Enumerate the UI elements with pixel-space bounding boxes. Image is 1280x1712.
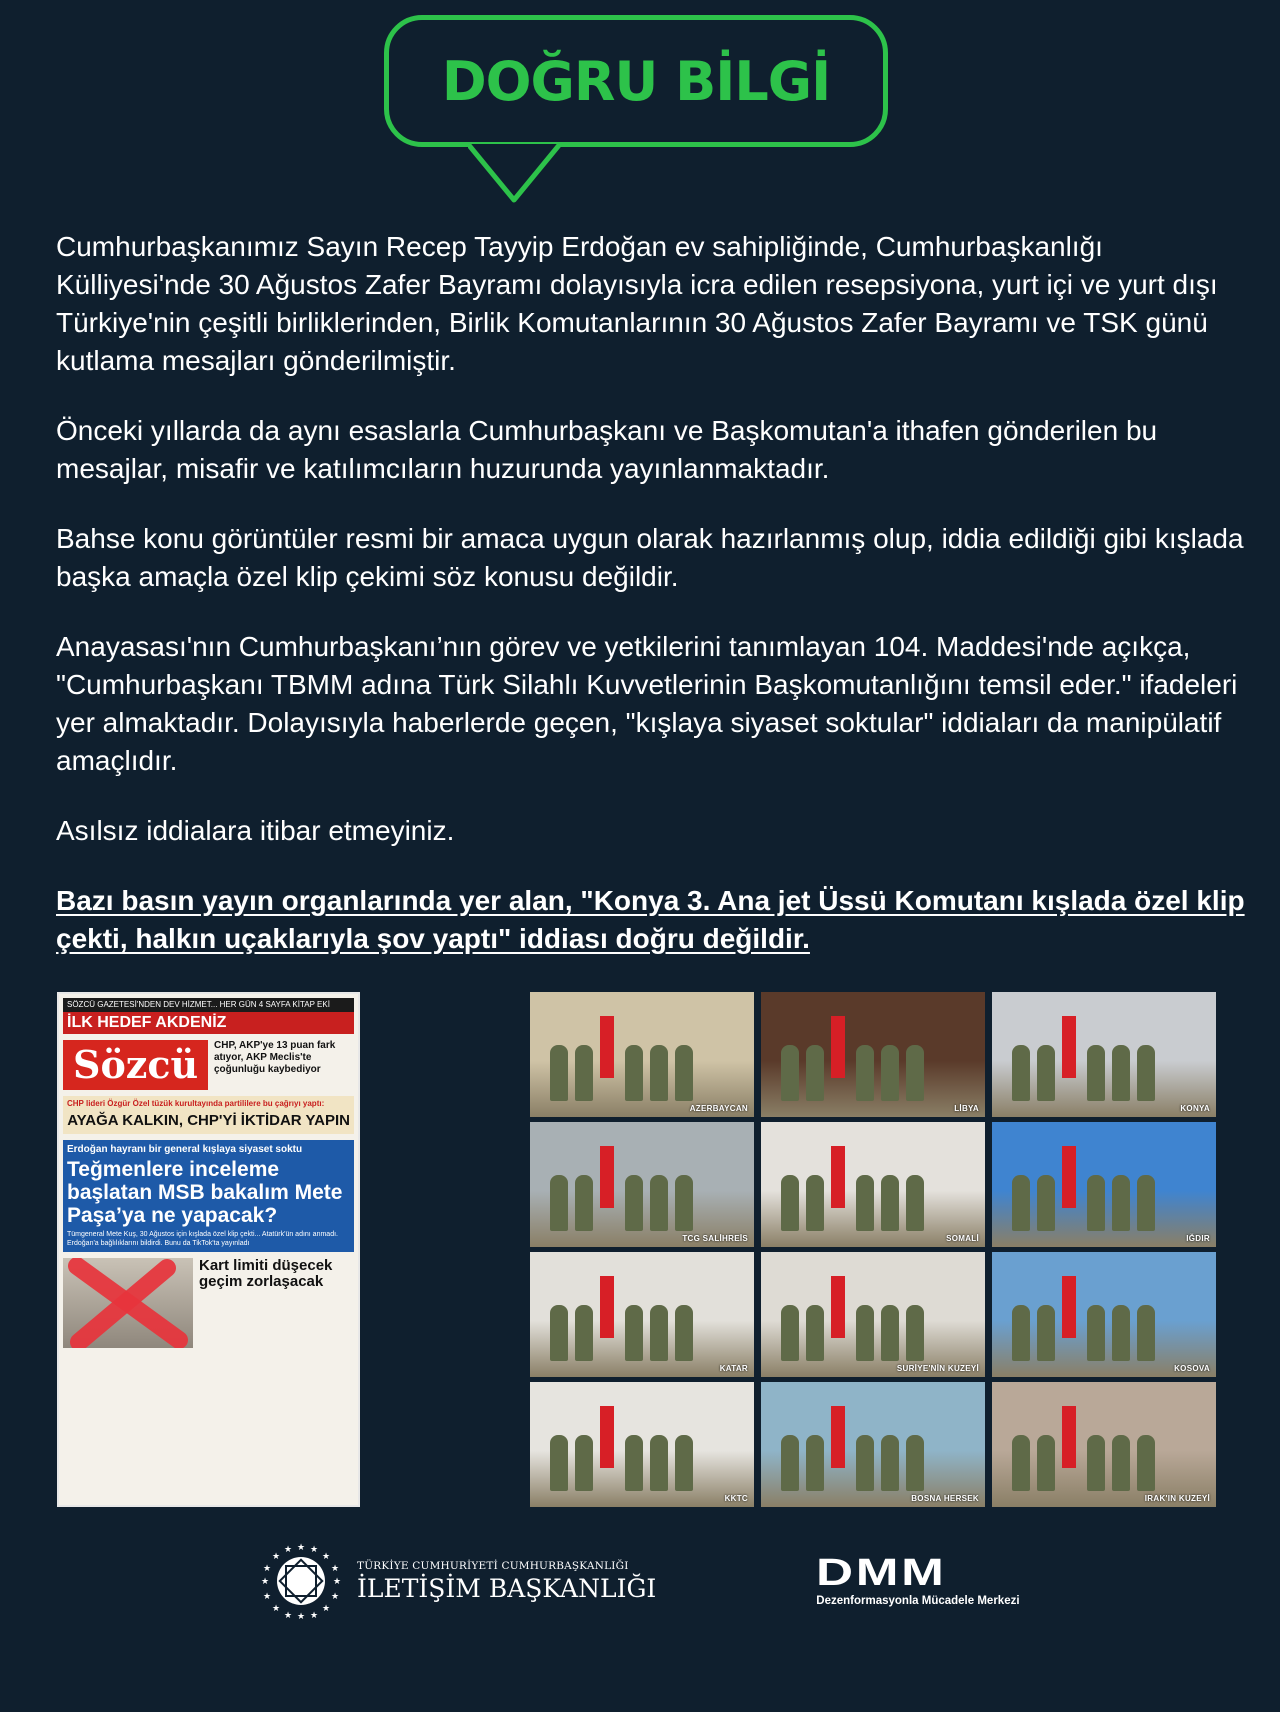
main-kicker: Erdoğan hayranı bir general kışlaya siyaset soktu xyxy=(67,1144,303,1155)
flag-icon xyxy=(1062,1276,1076,1338)
newspaper-front-page xyxy=(57,992,360,1507)
article-body xyxy=(56,228,1246,958)
newspaper-masthead-row xyxy=(63,1040,354,1090)
soldier-figure xyxy=(881,1305,899,1361)
svg-text:★: ★ xyxy=(283,1544,293,1554)
photo-label: TCG SALİHREİS xyxy=(682,1234,748,1243)
soldier-figure xyxy=(1112,1305,1130,1361)
photo-tile xyxy=(530,992,754,1117)
newspaper-banner: İLK HEDEF AKDENİZ xyxy=(63,1012,354,1034)
soldier-figure xyxy=(856,1435,874,1491)
soldier-figure xyxy=(906,1305,924,1361)
red-cross-mark-icon xyxy=(63,1258,193,1348)
svg-text:★: ★ xyxy=(330,1563,340,1573)
page-title: DOĞRU BİLGİ xyxy=(441,49,831,113)
soldier-figure xyxy=(1087,1175,1105,1231)
soldier-figure xyxy=(1087,1045,1105,1101)
flag-icon xyxy=(600,1276,614,1338)
media-row xyxy=(57,992,1280,1507)
soldier-figure xyxy=(650,1045,668,1101)
soldier-figure xyxy=(781,1175,799,1231)
flag-icon xyxy=(600,1406,614,1468)
star-emblem-icon xyxy=(259,1541,343,1621)
soldier-figure xyxy=(550,1175,568,1231)
soldier-figure xyxy=(881,1435,899,1491)
soldier-figure xyxy=(906,1435,924,1491)
dmm-wordmark: DMM xyxy=(816,1552,947,1594)
soldier-figure xyxy=(650,1175,668,1231)
newspaper-lower-photo xyxy=(63,1258,193,1348)
soldier-figure xyxy=(1037,1045,1055,1101)
photo-label: LİBYA xyxy=(954,1104,979,1113)
org-name-big: İLETİŞİM BAŞKANLIĞI xyxy=(357,1573,657,1603)
dmm-logo xyxy=(816,1552,1020,1607)
photo-label: KATAR xyxy=(719,1364,748,1373)
paragraph: Bahse konu görüntüler resmi bir amaca uygun olarak hazırlanmış olup, iddia edildiği gibi kışlada başka amaçla özel klip çekimi söz konusu değildir. xyxy=(56,523,1244,592)
soldier-figure xyxy=(550,1045,568,1101)
soldier-figure xyxy=(856,1305,874,1361)
photo-tile xyxy=(761,1382,985,1507)
photo-tile xyxy=(530,1252,754,1377)
photo-tile xyxy=(761,992,985,1117)
soldier-figure xyxy=(1137,1305,1155,1361)
soldier-figure xyxy=(881,1175,899,1231)
soldier-figure xyxy=(1137,1435,1155,1491)
soldier-figure xyxy=(881,1045,899,1101)
soldier-figure xyxy=(675,1305,693,1361)
soldier-figure xyxy=(856,1045,874,1101)
svg-text:★: ★ xyxy=(271,1551,281,1561)
paragraph: Anayasası'nın Cumhurbaşkanı’nın görev ve yetkilerini tanımlayan 104. Maddesi'nde açıkça, "Cumhurbaşkanı TBMM adına Türk Silahlı Kuvvetlerinin Başkomutanlığını temsil eder." ifadeleri yer almaktadır. Dolayısıyla haberlerde geçen, "kışlaya siyaset soktular" iddiaları da manipülatif amaçlıdır. xyxy=(56,631,1238,776)
main-headline: Teğmenlere inceleme başlatan MSB bakalım Mete Paşa’ya ne yapacak? xyxy=(67,1158,343,1227)
soldier-figure xyxy=(1112,1045,1130,1101)
soldier-figure xyxy=(1037,1175,1055,1231)
soldier-figure xyxy=(1087,1435,1105,1491)
photo-label: BOSNA HERSEK xyxy=(911,1494,979,1503)
soldier-figure xyxy=(806,1305,824,1361)
flag-icon xyxy=(831,1016,845,1078)
soldier-figure xyxy=(575,1435,593,1491)
svg-text:★: ★ xyxy=(309,1610,319,1620)
soldier-figure xyxy=(1112,1435,1130,1491)
photo-tile xyxy=(992,1382,1216,1507)
soldier-figure xyxy=(625,1045,643,1101)
flag-icon xyxy=(1062,1016,1076,1078)
flag-icon xyxy=(831,1406,845,1468)
soldier-figure xyxy=(781,1305,799,1361)
paragraph: Cumhurbaşkanımız Sayın Recep Tayyip Erdoğan ev sahipliğinde, Cumhurbaşkanlığı Külliyesi'nde 30 Ağustos Zafer Bayramı dolayısıyla icra edilen resepsiyona, yurt içi ve yurt dışı Türkiye'nin çeşitli birliklerinden, Birlik Komutanlarının 30 Ağustos Zafer Bayramı ve TSK günü kutlama mesajları gönderilmiştir. xyxy=(56,231,1218,376)
svg-text:★: ★ xyxy=(321,1551,331,1561)
newspaper-side-headline: CHP, AKP'ye 13 puan fark atıyor, AKP Meclis'te çoğunluğu kaybediyor xyxy=(214,1040,336,1075)
soldier-figure xyxy=(1137,1175,1155,1231)
svg-text:★: ★ xyxy=(330,1591,340,1601)
photo-label: IĞDIR xyxy=(1186,1234,1210,1243)
lower-headline: Kart limiti düşecek geçim zorlaşacak xyxy=(199,1257,333,1290)
photo-tile xyxy=(992,992,1216,1117)
soldier-figure xyxy=(625,1305,643,1361)
svg-text:★: ★ xyxy=(296,1542,306,1552)
soldier-figure xyxy=(781,1045,799,1101)
soldier-figure xyxy=(806,1045,824,1101)
soldier-figure xyxy=(625,1435,643,1491)
photo-tile xyxy=(761,1122,985,1247)
soldier-figure xyxy=(625,1175,643,1231)
svg-text:★: ★ xyxy=(260,1576,270,1586)
soldier-figure xyxy=(1137,1045,1155,1101)
photo-tile xyxy=(530,1382,754,1507)
photo-label: SOMALİ xyxy=(946,1234,979,1243)
soldier-figure xyxy=(1012,1045,1030,1101)
soldier-figure xyxy=(1037,1435,1055,1491)
soldier-figure xyxy=(550,1435,568,1491)
photo-tile xyxy=(530,1122,754,1247)
footer xyxy=(259,1541,1280,1621)
soldier-figure xyxy=(806,1175,824,1231)
soldier-figure xyxy=(1112,1175,1130,1231)
soldier-figure xyxy=(575,1045,593,1101)
newspaper-lower-section xyxy=(63,1258,354,1348)
svg-text:★: ★ xyxy=(262,1563,272,1573)
flag-icon xyxy=(831,1146,845,1208)
svg-text:★: ★ xyxy=(309,1544,319,1554)
org-name-small: TÜRKİYE CUMHURİYETİ CUMHURBAŞKANLIĞI xyxy=(357,1559,629,1572)
main-deck: Tümgeneral Mete Kuş, 30 Ağustos için kışlada özel klip çekti... Atatürk'ün adını anmadı. Erdoğan'a bağlılıklarını bildirdi. Bunu da TikTok'ta yayınladı xyxy=(67,1231,338,1247)
dmm-full-name: Dezenformasyonla Mücadele Merkezi xyxy=(816,1595,1020,1607)
soldier-figure xyxy=(675,1175,693,1231)
svg-text:★: ★ xyxy=(321,1603,331,1613)
photo-tile xyxy=(761,1252,985,1377)
flag-icon xyxy=(600,1016,614,1078)
soldier-figure xyxy=(1012,1435,1030,1491)
soldier-figure xyxy=(1012,1305,1030,1361)
svg-text:★: ★ xyxy=(283,1610,293,1620)
soldier-figure xyxy=(806,1435,824,1491)
svg-text:★: ★ xyxy=(271,1603,281,1613)
photo-grid xyxy=(530,992,1216,1507)
paragraph: Önceki yıllarda da aynı esaslarla Cumhurbaşkanı ve Başkomutan'a ithafen gönderilen bu mesajlar, misafir ve katılımcıların huzurunda yayınlanmaktadır. xyxy=(56,415,1158,484)
false-claim-statement: Bazı basın yayın organlarında yer alan, "Konya 3. Ana jet Üssü Komutanı kışlada özel klip çekti, halkın uçaklarıyla şov yaptı" iddiası doğru değildir. xyxy=(56,885,1245,954)
photo-label: KOSOVA xyxy=(1174,1364,1210,1373)
photo-label: SURİYE'NİN KUZEYİ xyxy=(896,1364,979,1373)
photo-label: IRAK'IN KUZEYİ xyxy=(1144,1494,1210,1503)
soldier-figure xyxy=(675,1435,693,1491)
soldier-figure xyxy=(1037,1305,1055,1361)
soldier-figure xyxy=(906,1045,924,1101)
newspaper-masthead: Sözcü xyxy=(63,1040,208,1090)
flag-icon xyxy=(1062,1406,1076,1468)
soldier-figure xyxy=(575,1305,593,1361)
chp-headline: AYAĞA KALKIN, CHP'Yİ İKTİDAR YAPIN xyxy=(67,1112,350,1129)
newspaper-main-story xyxy=(63,1140,354,1252)
soldier-figure xyxy=(650,1305,668,1361)
speech-bubble-tail xyxy=(468,142,578,206)
photo-label: KKTC xyxy=(724,1494,748,1503)
soldier-figure xyxy=(575,1175,593,1231)
paragraph: Asılsız iddialara itibar etmeyiniz. xyxy=(56,815,455,846)
soldier-figure xyxy=(1012,1175,1030,1231)
svg-text:★: ★ xyxy=(262,1591,272,1601)
flag-icon xyxy=(1062,1146,1076,1208)
header xyxy=(0,0,1280,212)
svg-text:★: ★ xyxy=(332,1576,342,1586)
soldier-figure xyxy=(675,1045,693,1101)
soldier-figure xyxy=(650,1435,668,1491)
newspaper-chp-story xyxy=(63,1096,354,1134)
photo-label: AZERBAYCAN xyxy=(689,1104,748,1113)
soldier-figure xyxy=(781,1435,799,1491)
soldier-figure xyxy=(856,1175,874,1231)
flag-icon xyxy=(831,1276,845,1338)
photo-tile xyxy=(992,1122,1216,1247)
photo-label: KONYA xyxy=(1180,1104,1210,1113)
soldier-figure xyxy=(906,1175,924,1231)
iletisim-baskanligi-logo xyxy=(259,1541,656,1621)
flag-icon xyxy=(600,1146,614,1208)
soldier-figure xyxy=(1087,1305,1105,1361)
soldier-figure xyxy=(550,1305,568,1361)
photo-tile xyxy=(992,1252,1216,1377)
svg-text:★: ★ xyxy=(296,1611,306,1621)
chp-kicker: CHP lideri Özgür Özel tüzük kurultayında partililere bu çağrıyı yaptı: xyxy=(67,1099,325,1108)
newspaper-top-line: SÖZCÜ GAZETESİ'NDEN DEV HİZMET... HER GÜN 4 SAYFA KİTAP EKİ xyxy=(63,998,354,1012)
